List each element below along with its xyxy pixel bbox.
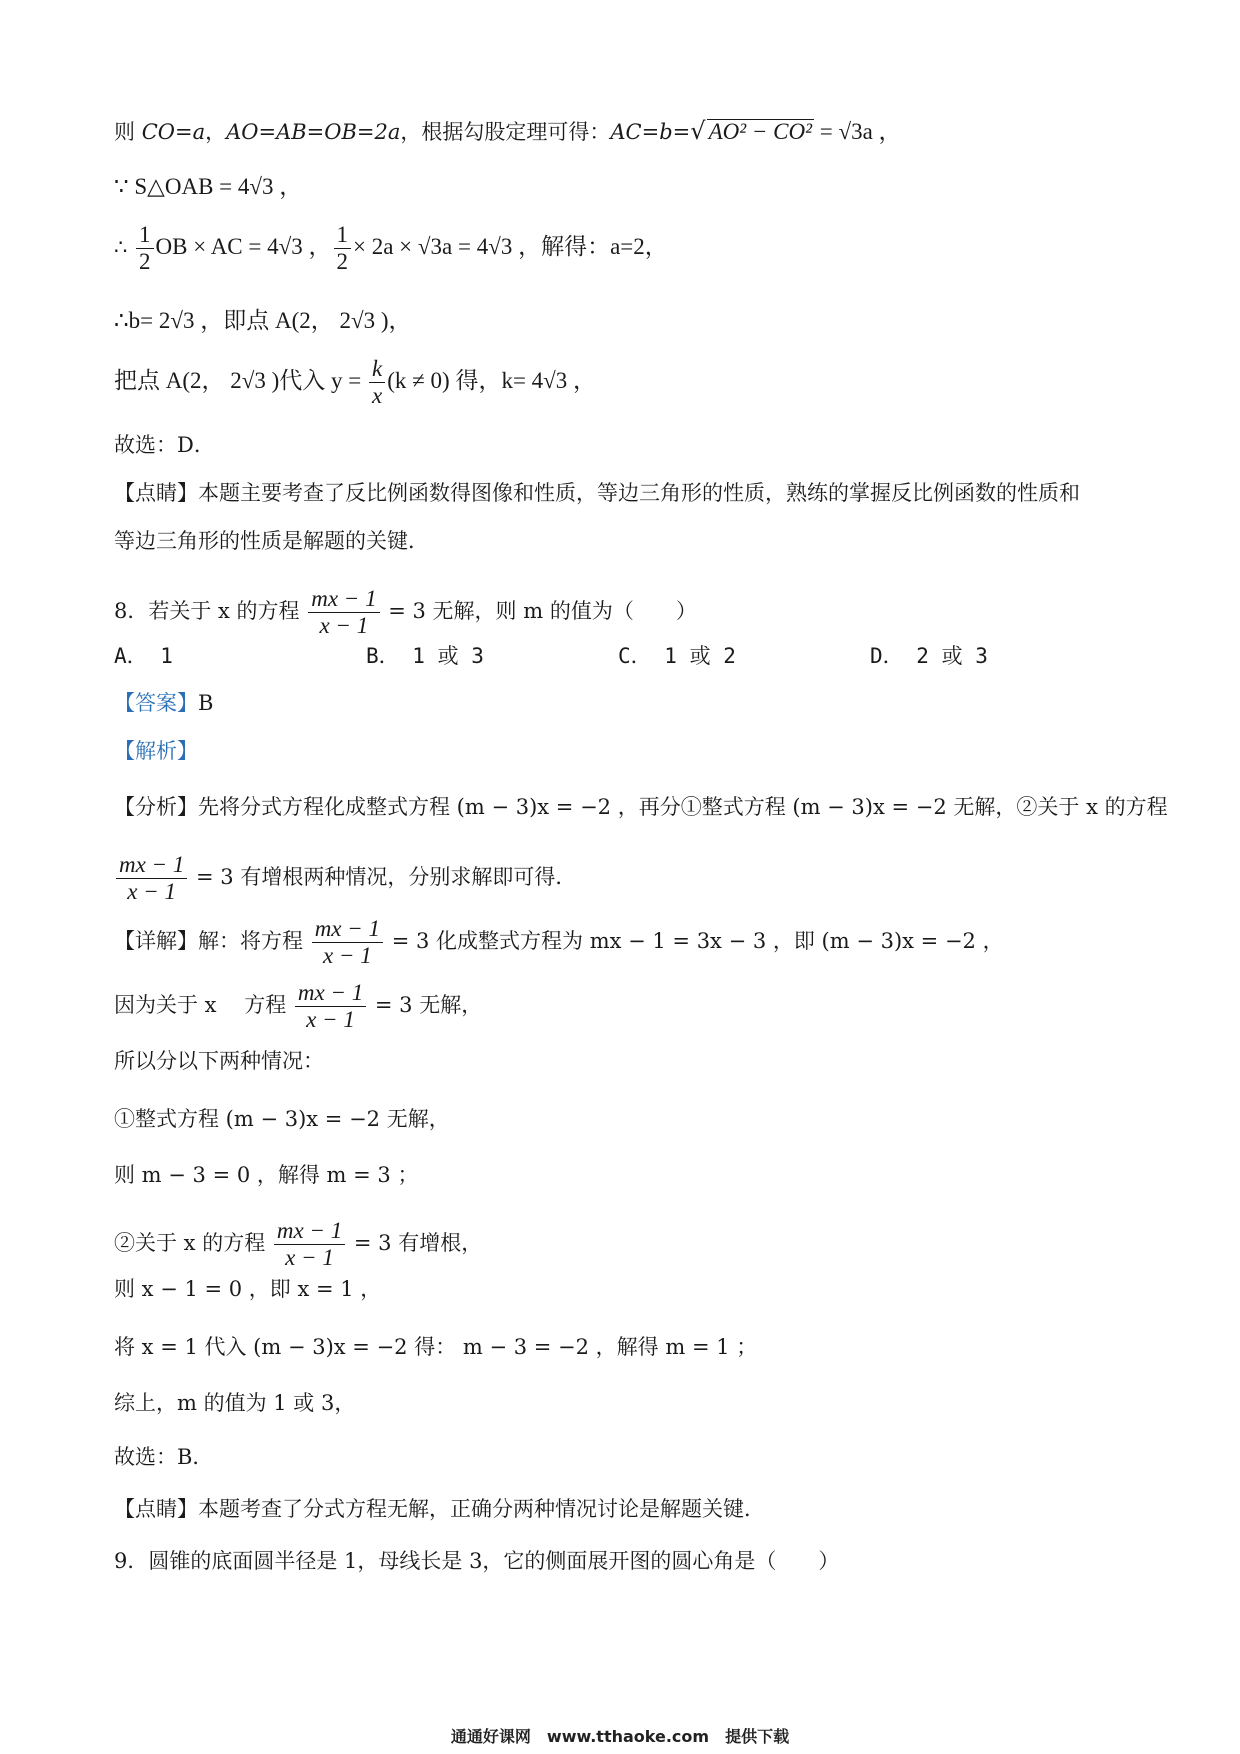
answer-tag: 【答案】 xyxy=(114,691,198,715)
text: 本题考查了分式方程无解，正确分两种情况讨论是解题关键． xyxy=(198,1497,765,1521)
denominator: x − 1 xyxy=(319,613,369,638)
fraction xyxy=(274,1218,345,1271)
text: OB × AC = 4√3 ， xyxy=(155,234,332,259)
question-9: 9．圆锥的底面圆半径是 1，母线长是 3，它的侧面展开图的圆心角是（ ） xyxy=(114,1549,840,1573)
text: × 2a × √3a = 4√3 ，解得：a=2， xyxy=(353,234,668,259)
detail-line-3: 所以分以下两种情况： xyxy=(114,1049,324,1073)
detail-line-5: 则 m − 3 = 0 ，解得 m = 3 ； xyxy=(114,1163,419,1187)
analysis-line-1 xyxy=(114,792,1168,822)
solution-line-5 xyxy=(114,356,596,409)
text: 因为关于 x 方程 xyxy=(114,993,293,1017)
solution-line-4: ∴b= 2√3 ，即点 A(2， 2√3 )， xyxy=(114,308,412,333)
text: ，根据勾股定理可得： xyxy=(400,120,611,144)
detail-line-10: 故选：B． xyxy=(114,1445,214,1469)
text: 解：将方程 xyxy=(198,929,310,953)
detail-line-4: ①整式方程 (m − 3)x = −2 无解， xyxy=(114,1107,450,1131)
denominator: 2 xyxy=(336,249,348,274)
question-8 xyxy=(114,586,697,639)
text: 把点 A(2， 2√3 )代入 y = xyxy=(114,368,368,393)
tag: 【点睛】 xyxy=(114,1497,198,1521)
dianjing-2 xyxy=(114,1494,765,1524)
text: = √3a ， xyxy=(813,119,902,144)
option-d: D． 2 或 3 xyxy=(870,644,988,668)
answer-value: B xyxy=(198,691,214,715)
text: 8．若关于 x 的方程 xyxy=(114,599,307,623)
text: = 3 无解，则 m 的值为（ ） xyxy=(381,599,697,623)
fraction xyxy=(369,356,385,409)
text: = 3 无解， xyxy=(368,993,483,1017)
numerator: mx − 1 xyxy=(274,1218,345,1245)
analysis-line-2 xyxy=(114,852,576,905)
fraction xyxy=(136,222,154,275)
text: = 3 有增根两种情况，分别求解即可得． xyxy=(189,865,577,889)
text: ②关于 x 的方程 xyxy=(114,1231,272,1255)
radical-sign: √ xyxy=(690,117,706,145)
text: AO=AB=OB=2a xyxy=(226,120,401,144)
numerator: 1 xyxy=(136,222,154,249)
text: 则 xyxy=(114,120,142,144)
fraction xyxy=(295,980,366,1033)
text: 先将分式方程化成整式方程 (m − 3)x = −2 ，再分①整式方程 (m − 3)x = −2 无解，②关于 x 的方程 xyxy=(198,795,1168,819)
denominator: x − 1 xyxy=(322,943,372,968)
choose-d: 故选：D． xyxy=(114,433,215,457)
text: CO=a xyxy=(141,120,206,144)
tag: 【点睛】 xyxy=(114,481,198,505)
tag: 【分析】 xyxy=(114,795,198,819)
denominator: x − 1 xyxy=(127,879,177,904)
denominator: x xyxy=(372,383,383,408)
tag: 【详解】 xyxy=(114,929,198,953)
numerator: mx − 1 xyxy=(116,852,187,879)
numerator: mx − 1 xyxy=(295,980,366,1007)
fraction xyxy=(308,586,379,639)
dianjing-line-1 xyxy=(114,478,1080,508)
numerator: k xyxy=(369,356,385,383)
fraction xyxy=(312,916,383,969)
detail-line-2 xyxy=(114,980,482,1033)
option-c: C． 1 或 2 xyxy=(618,644,736,668)
numerator: 1 xyxy=(334,222,352,249)
text: AC=b= xyxy=(610,120,691,144)
detail-line-9: 综上，m 的值为 1 或 3， xyxy=(114,1391,356,1415)
text: = 3 有增根， xyxy=(347,1231,483,1255)
numerator: mx − 1 xyxy=(312,916,383,943)
text: 本题主要考查了反比例函数得图像和性质，等边三角形的性质，熟练的掌握反比例函数的性质和 xyxy=(198,481,1080,505)
jiexi-tag: 【解析】 xyxy=(114,739,198,763)
solution-line-2: ∵ S△OAB = 4√3 ， xyxy=(114,174,303,199)
fraction xyxy=(116,852,187,905)
denominator: x − 1 xyxy=(285,1245,334,1270)
detail-line-1 xyxy=(114,916,1004,969)
option-a: A． 1 xyxy=(114,644,173,668)
footer: 通通好课网 www.tthaoke.com 提供下载 xyxy=(450,1727,790,1746)
solution-line-3 xyxy=(114,222,668,275)
text: (k ≠ 0) 得，k= 4√3 ， xyxy=(387,368,597,393)
denominator: 2 xyxy=(139,249,151,274)
solution-line-1 xyxy=(114,116,902,147)
text: ∴ xyxy=(114,235,135,259)
detail-line-6 xyxy=(114,1218,482,1271)
detail-line-7: 则 x − 1 = 0 ，即 x = 1 ， xyxy=(114,1277,382,1301)
denominator: x − 1 xyxy=(306,1007,355,1032)
option-b: B． 1 或 3 xyxy=(366,644,484,668)
text: = 3 化成整式方程为 mx − 1 = 3x − 3 ，即 (m − 3)x = −2 ， xyxy=(385,929,1004,953)
detail-line-8: 将 x = 1 代入 (m − 3)x = −2 得： m − 3 = −2 ，解得 m = 1 ； xyxy=(114,1335,758,1359)
numerator: mx − 1 xyxy=(308,586,379,613)
text: ， xyxy=(205,120,227,144)
fraction xyxy=(334,222,352,275)
dianjing-line-2: 等边三角形的性质是解题的关键． xyxy=(114,529,429,553)
answer-line xyxy=(114,688,213,718)
radicand: AO² − CO² xyxy=(708,119,812,144)
